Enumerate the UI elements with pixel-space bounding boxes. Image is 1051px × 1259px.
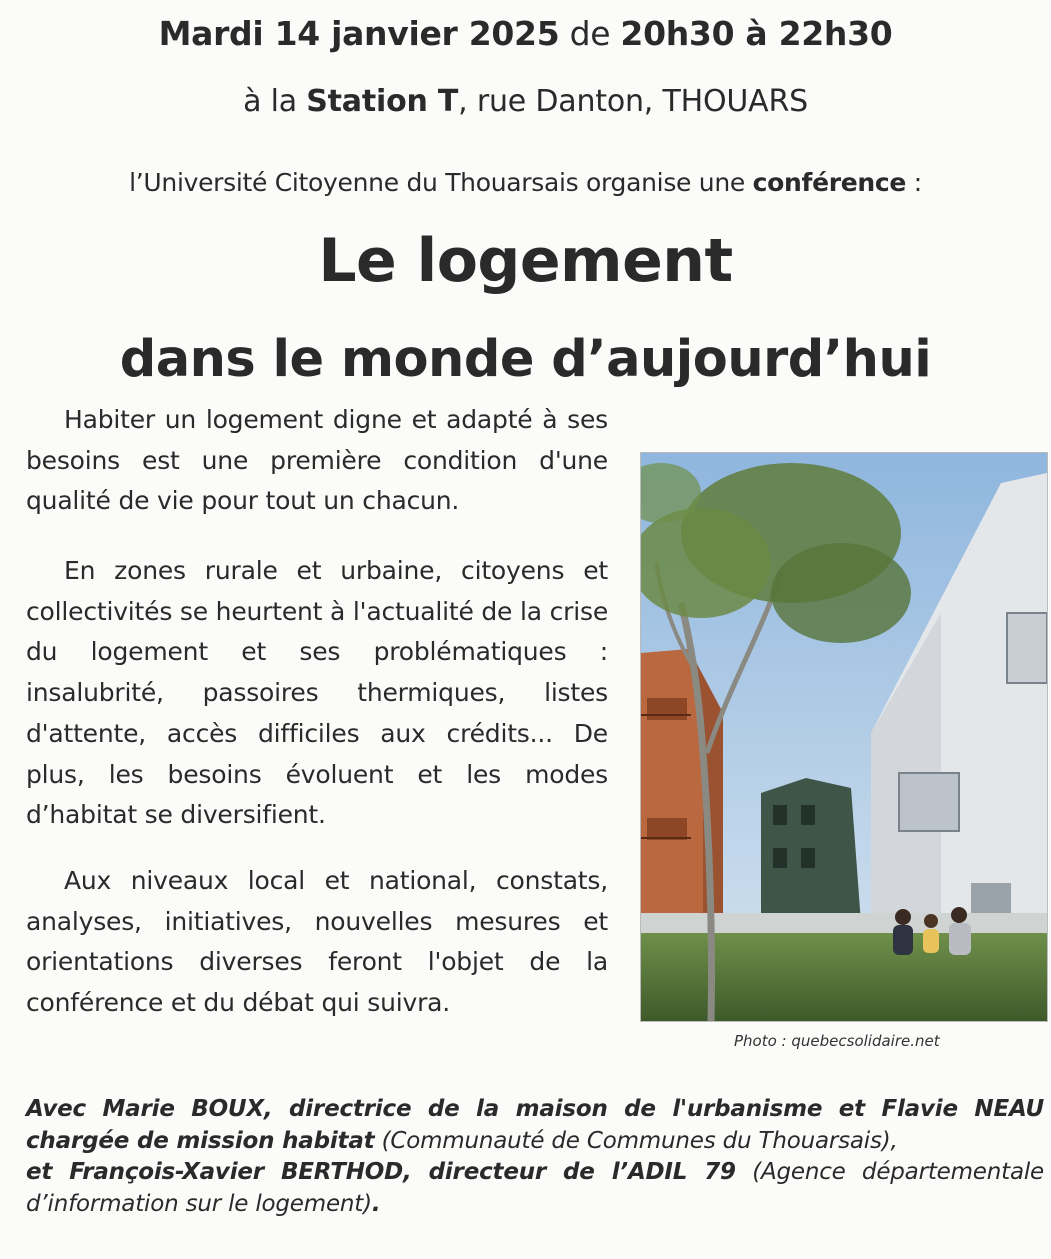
green-building — [761, 778, 861, 923]
lawn — [641, 933, 1047, 1021]
title-line-2: dans le monde d’aujourd’hui — [119, 330, 932, 389]
title-line-1: Le logement — [318, 226, 733, 296]
body-paragraph-3: Aux niveaux local et national, constats, analyses, initiatives, nouvelles mesures et orientations diverses feront l'objet de la conférence et du débat qui suivra. — [26, 866, 608, 1018]
venue-address: , rue Danton, THOUARS — [458, 84, 808, 119]
speakers-line-3 — [26, 1157, 1044, 1189]
venue-name: Station T — [306, 84, 459, 119]
event-venue — [0, 84, 1051, 119]
intro-text: l’Université Citoyenne du Thouarsais organise une — [129, 168, 753, 197]
speakers-line-3-bold: et François-Xavier BERTHOD, directeur de l’ADIL 79 — [26, 1159, 736, 1185]
housing-photo — [640, 452, 1048, 1022]
intro-suffix: : — [906, 168, 922, 197]
speakers-block — [26, 1094, 1044, 1220]
speakers-line-2 — [26, 1126, 1044, 1158]
venue-prefix: à la — [243, 84, 307, 119]
speakers-line-2-bold: chargée de mission habitat — [26, 1127, 375, 1154]
organizer-intro — [0, 168, 1051, 197]
event-date-time — [0, 14, 1051, 53]
speakers-line-2-rest: (Communauté de Communes du Thouarsais), — [374, 1127, 898, 1154]
family — [893, 907, 971, 955]
speakers-line-1 — [26, 1094, 1044, 1126]
speakers-line-3-rest: (Agence départementale — [735, 1159, 1044, 1185]
speakers-line-4-rest: d’information sur le logement) — [26, 1190, 372, 1217]
speakers-line-4-end: . — [371, 1190, 381, 1217]
speakers-line-1-text: Avec Marie BOUX, directrice de la maison de l'urbanisme et Flavie NEAU — [26, 1096, 1044, 1122]
event-time: 20h30 à 22h30 — [620, 14, 893, 53]
body-paragraph-1: Habiter un logement digne et adapté à ses besoins est une première condition d'une qualité de vie pour tout un chacun. — [26, 405, 608, 516]
speakers-line-4 — [26, 1189, 1044, 1221]
date-connector: de — [559, 14, 621, 53]
photo-caption: Photo : quebecsolidaire.net — [734, 1032, 940, 1050]
body-paragraph-2: En zones rurale et urbaine, citoyens et collectivités se heurtent à l'actualité de la crise du logement et ses problématiques : insalubrité, passoires thermiques, listes d'attente, accès difficiles aux crédits... De plus, les besoins évoluent et les modes d’habitat se diversifient. — [26, 556, 608, 830]
intro-bold: conférence — [752, 168, 907, 197]
event-date: Mardi 14 janvier 2025 — [158, 14, 560, 53]
